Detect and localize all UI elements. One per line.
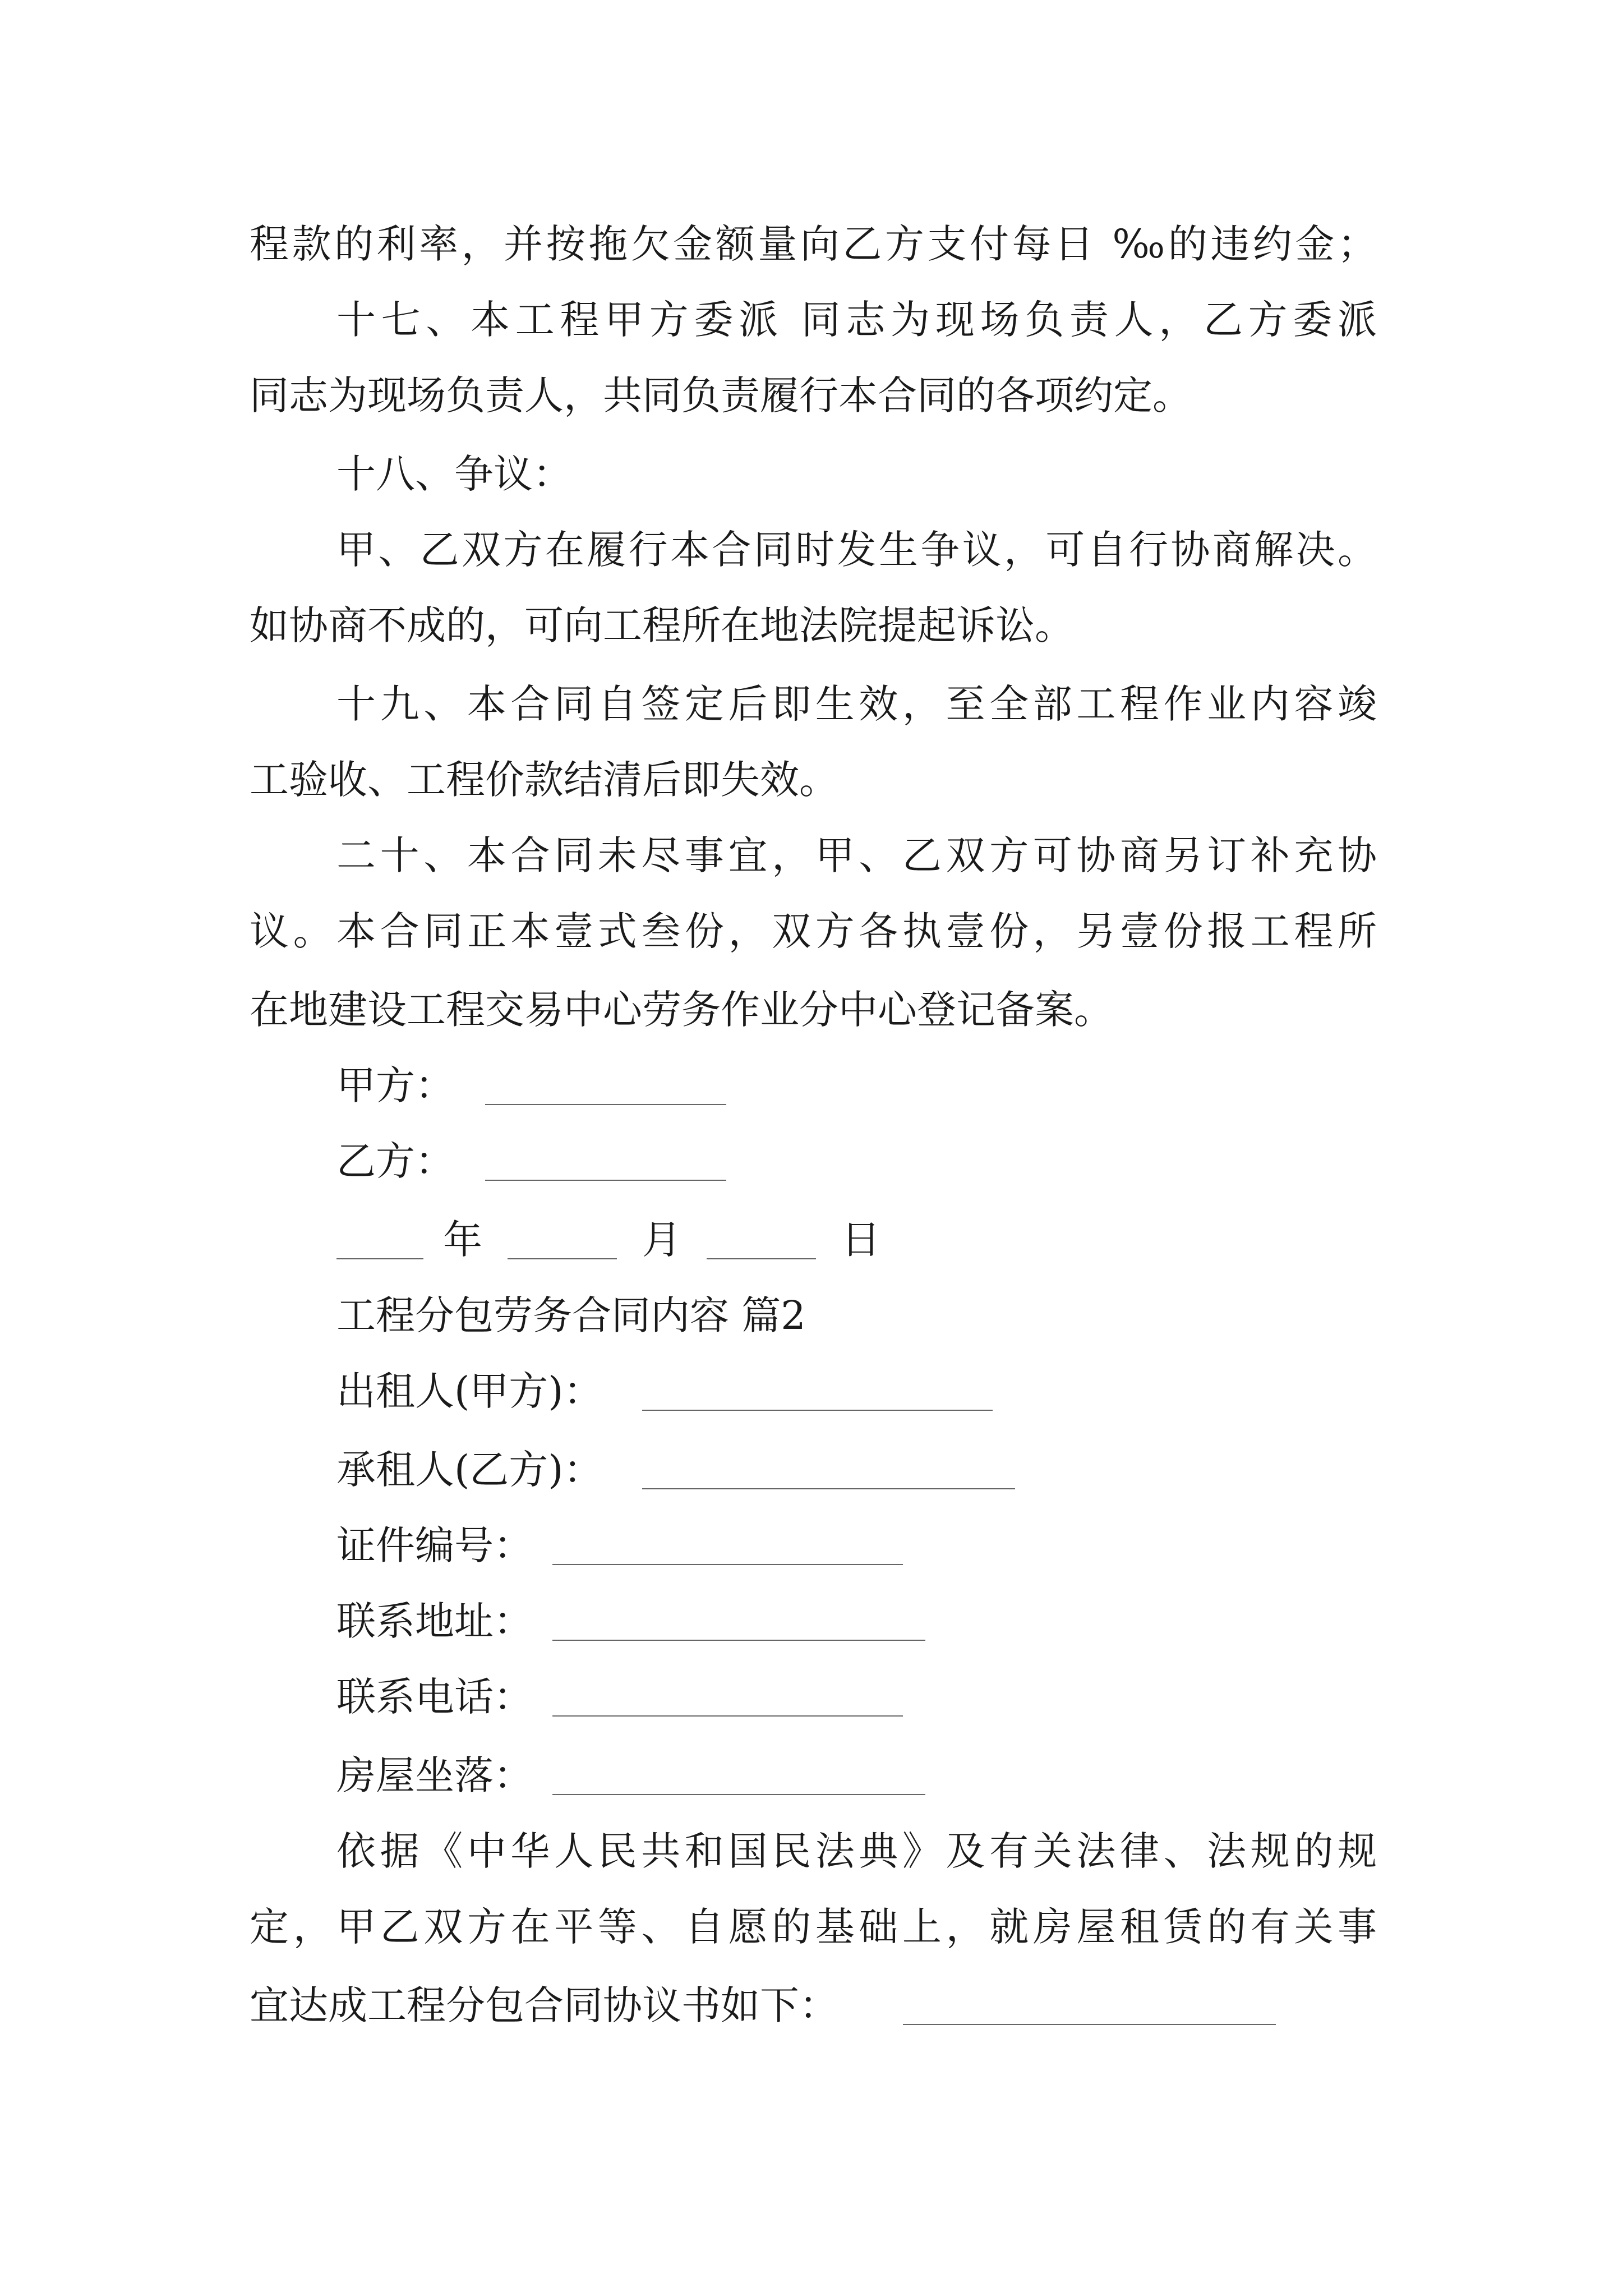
clause-17-line-1: 十七、本工程甲方委派 同志为现场负责人，乙方委派: [336, 297, 1377, 343]
dispute-line-2: 如协商不成的，可向工程所在地法院提起诉讼。: [250, 602, 1074, 648]
agreement-blank[interactable]: [903, 2024, 1276, 2025]
property-location-blank[interactable]: [552, 1794, 925, 1795]
basis-line-2: 定，甲乙双方在平等、自愿的基础上，就房屋租赁的有关事: [250, 1904, 1377, 1950]
clause-18-heading: 十八、争议：: [336, 451, 572, 497]
section-title: 工程分包劳务合同内容 篇2: [336, 1292, 806, 1338]
year-label: 年: [443, 1217, 482, 1263]
lessor-blank[interactable]: [642, 1410, 993, 1411]
month-blank[interactable]: [508, 1258, 617, 1259]
property-location-label: 房屋坐落：: [336, 1752, 533, 1798]
phone-blank[interactable]: [552, 1715, 903, 1717]
party-a-blank[interactable]: [485, 1104, 726, 1105]
lessee-blank[interactable]: [642, 1488, 1015, 1489]
paragraph-line: 程款的利率，并按拖欠金额量向乙方支付每日 ‰的违约金；: [250, 221, 1377, 267]
lessee-label: 承租人(乙方)：: [336, 1447, 603, 1493]
clause-19-line-1: 十九、本合同自签定后即生效，至全部工程作业内容竣: [336, 681, 1377, 727]
id-number-blank[interactable]: [552, 1564, 903, 1565]
clause-20-line-1: 二十、本合同未尽事宜，甲、乙双方可协商另订补充协: [336, 832, 1377, 878]
address-blank[interactable]: [552, 1640, 925, 1641]
basis-line-3: 宜达成工程分包合同协议书如下：: [250, 1982, 838, 2028]
month-label: 月: [642, 1217, 681, 1263]
address-label: 联系地址：: [336, 1598, 533, 1644]
party-b-label: 乙方：: [336, 1138, 454, 1184]
id-number-label: 证件编号：: [336, 1522, 533, 1568]
dispute-line-1: 甲、乙双方在履行本合同时发生争议，可自行协商解决。: [336, 527, 1377, 573]
clause-17-line-2: 同志为现场负责人，共同负责履行本合同的各项约定。: [250, 372, 1192, 418]
party-a-label: 甲方：: [336, 1062, 454, 1108]
basis-line-1: 依据《中华人民共和国民法典》及有关法律、法规的规: [336, 1828, 1377, 1874]
clause-20-line-3: 在地建设工程交易中心劳务作业分中心登记备案。: [250, 987, 1113, 1033]
phone-label: 联系电话：: [336, 1674, 533, 1720]
year-blank[interactable]: [336, 1258, 423, 1259]
day-blank[interactable]: [707, 1258, 816, 1259]
clause-19-line-2: 工验收、工程价款结清后即失效。: [250, 757, 838, 803]
day-label: 日: [841, 1217, 880, 1263]
party-b-blank[interactable]: [485, 1180, 726, 1181]
lessor-label: 出租人(甲方)：: [336, 1368, 603, 1414]
clause-20-line-2: 议。本合同正本壹式叁份，双方各执壹份，另壹份报工程所: [250, 908, 1377, 954]
